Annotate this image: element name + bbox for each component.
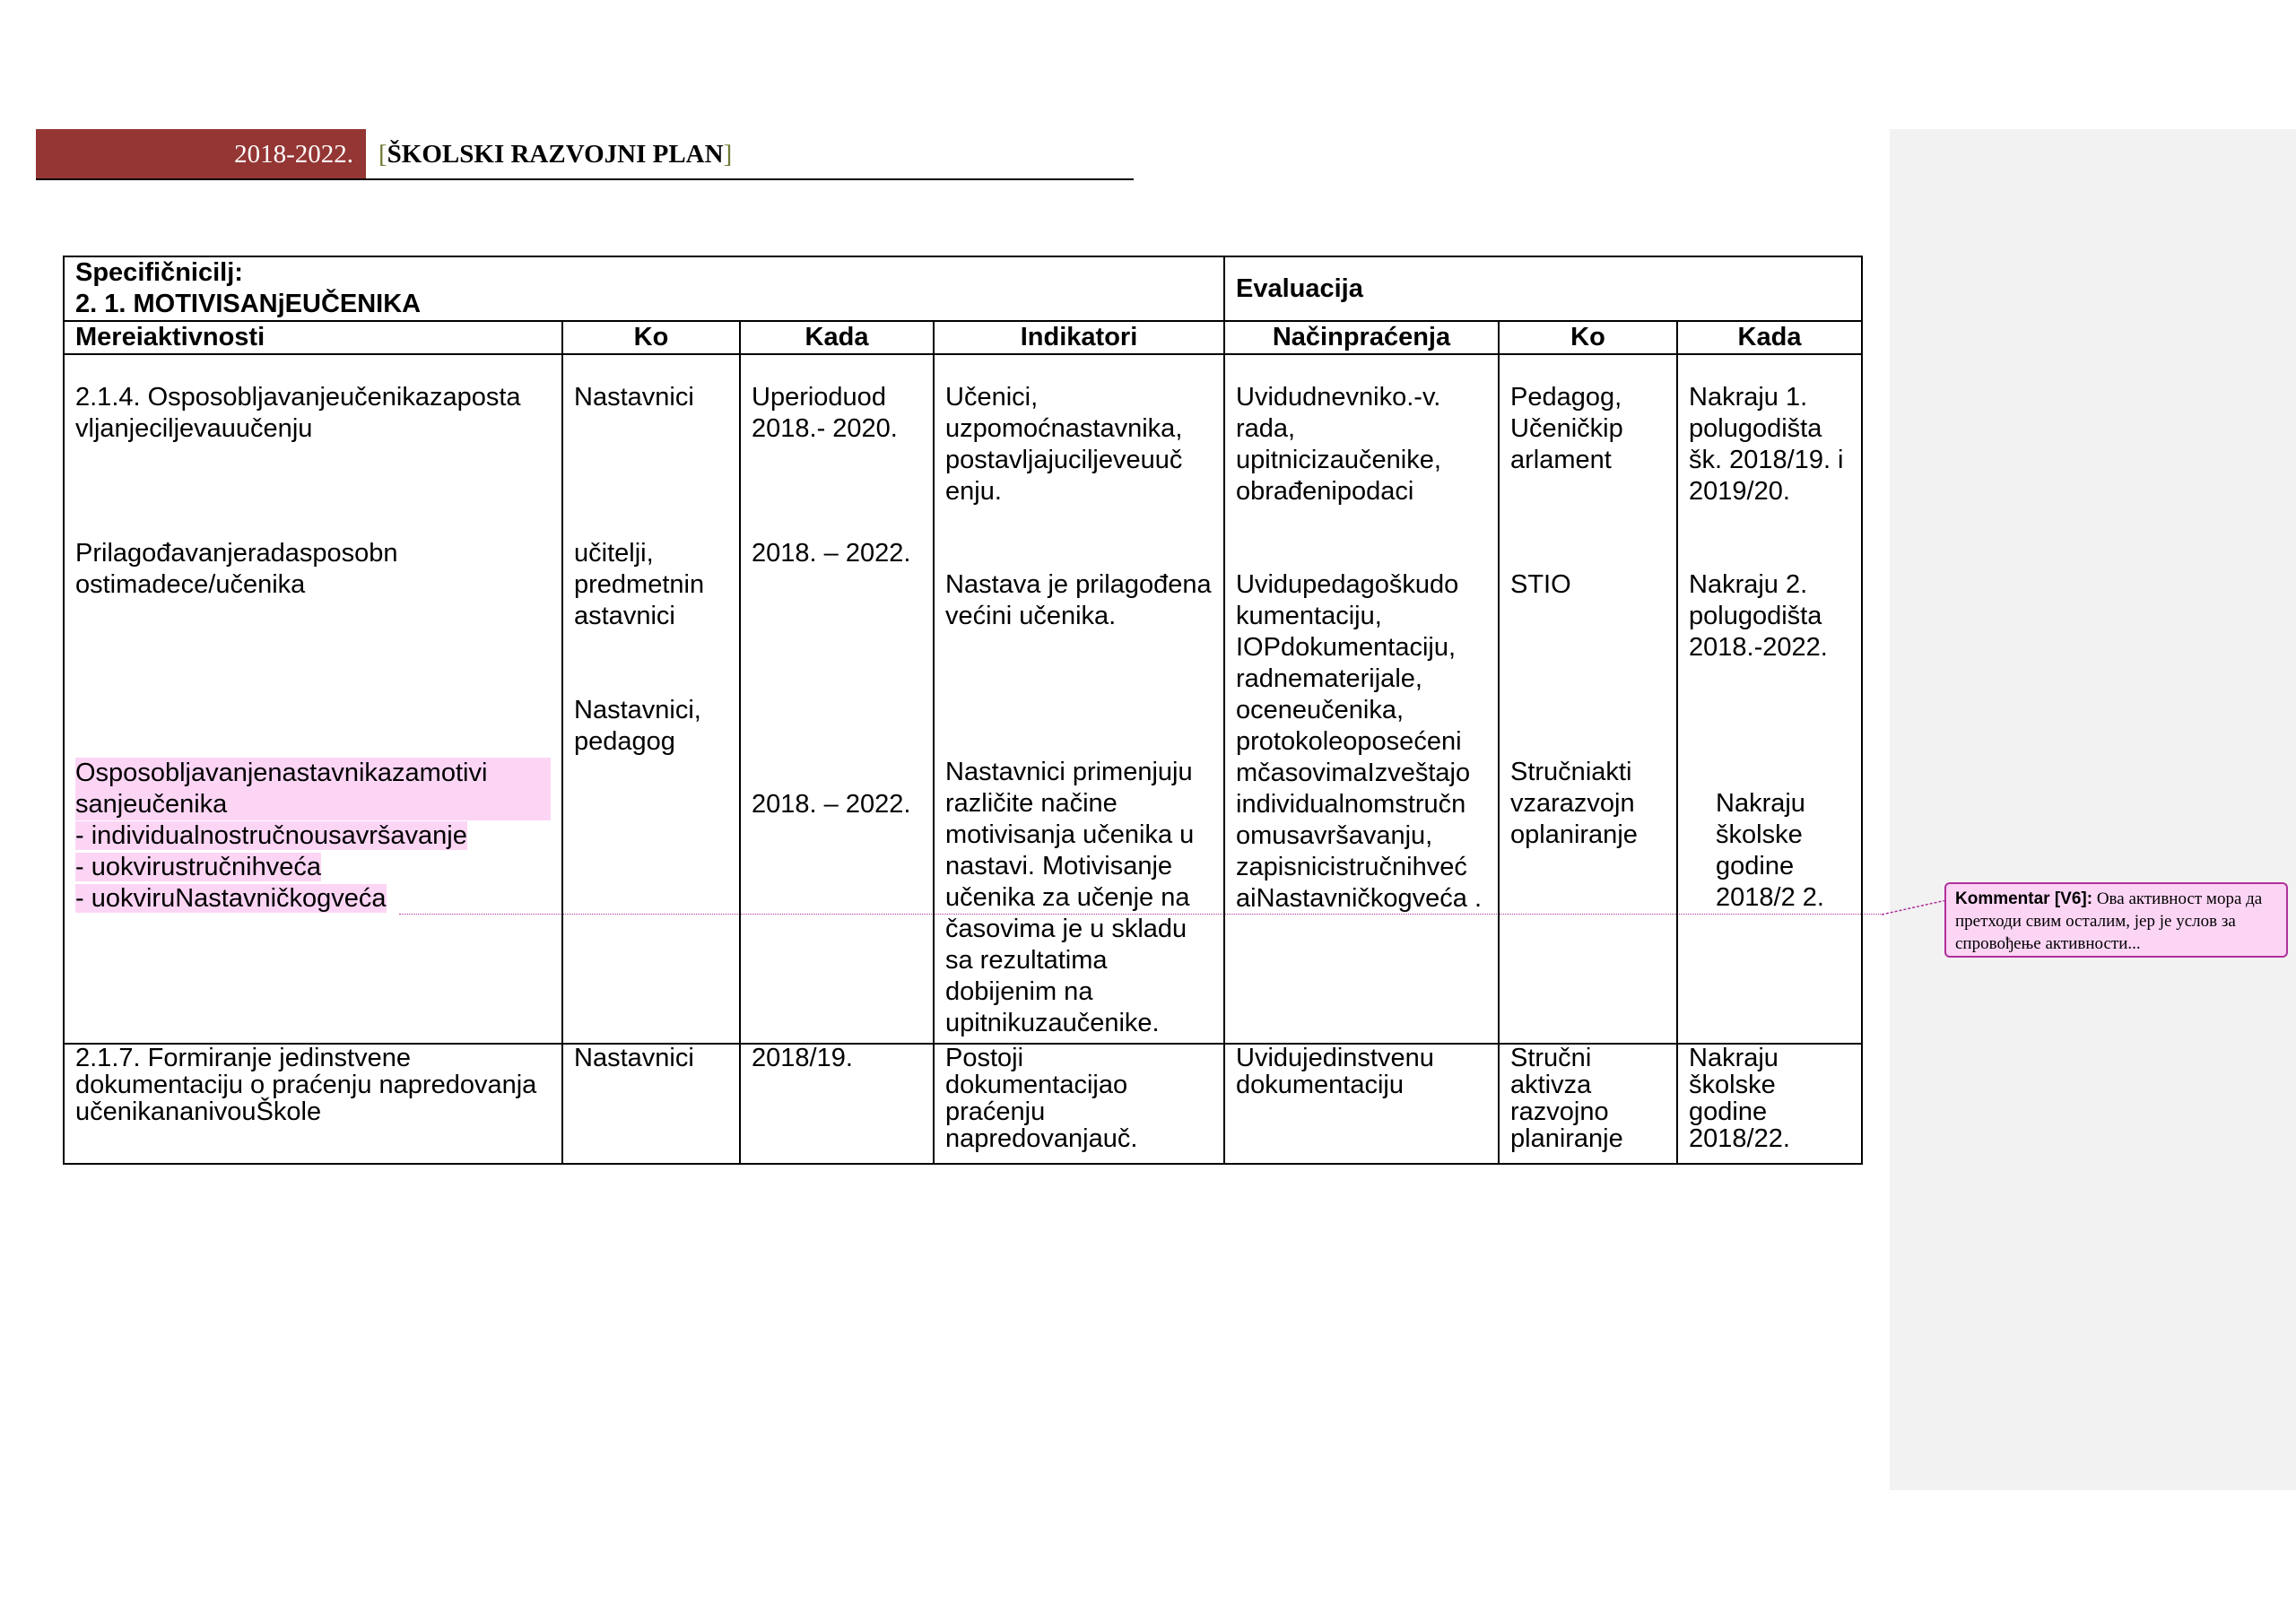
plan-table: [63, 256, 1863, 1165]
indicator-2: Nastava je prilagođena većini učenika.: [945, 570, 1212, 630]
goal-title: 2. 1. MOTIVISANjEUČENIKA: [75, 290, 422, 318]
when-1: Uperioduod 2018.- 2020.: [752, 383, 898, 443]
who-cell: [562, 354, 740, 1044]
col-activities: Mereiaktivnosti: [64, 321, 562, 354]
col-eval-when: Kada: [1677, 321, 1862, 354]
col-who: Ko: [562, 321, 740, 354]
eval-who-2: STIO: [1510, 570, 1571, 599]
col-indicators: Indikatori: [934, 321, 1224, 354]
activities-cell: [64, 354, 562, 1044]
evaluation-header: Evaluacija: [1224, 256, 1862, 321]
method-cell: [1224, 354, 1499, 1044]
header-title: [378, 134, 732, 174]
comment-label: Kommentar [V6]:: [1955, 889, 2093, 908]
header-year: 2018-2022.: [36, 129, 366, 179]
method-1: Uvidudnevniko.-v. rada, upitnicizaučenike, obrađenipodaci: [1236, 383, 1441, 506]
goal-label: Specifičnicilj:: [75, 258, 243, 287]
eval-when-2: Nakraju 2. polugodišta 2018.-2022.: [1689, 570, 1828, 662]
activity-2-1-4: 2.1.4. Osposobljavanjeučenikazaposta vljanjeciljevauučenju: [75, 383, 521, 443]
activity-item: - individualnostručnousavršavanje: [75, 821, 467, 850]
activity-2-1-7: 2.1.7. Formiranje jedinstvene dokumentaciju o praćenju napredovanja učenikananivouŠkole: [64, 1044, 562, 1164]
when-2-1-7: 2018/19.: [740, 1044, 934, 1164]
indicator-2-1-7: Postoji dokumentacijao praćenju napredovanjauč.: [934, 1044, 1224, 1164]
title-bracket-open: [: [378, 140, 387, 169]
activity-teacher-training: Osposobljavanjenastavnikazamotivi sanjeučenika: [75, 758, 551, 820]
eval-when-cell: [1677, 354, 1862, 1044]
comment-balloon[interactable]: [1944, 882, 2288, 958]
activity-adaptation: Prilagođavanjeradasposobn ostimadece/učenika: [75, 539, 398, 599]
header-rule: [36, 178, 1134, 180]
table-row: [64, 354, 1862, 1044]
comment-margin: [1890, 129, 2296, 1490]
col-method: Načinpraćenja: [1224, 321, 1499, 354]
title-bracket-close: ]: [723, 140, 733, 169]
when-2: 2018. – 2022.: [752, 539, 911, 568]
method-2: Uvidupedagoškudo kumentaciju, IOPdokumentaciju, radnematerijale, oceneučenika, protokoleoposećeni mčasovimaIzveštajo individualnomstručn omusavršavanju, zapisnicistručnihveć aiNastavničkogveća .: [1236, 570, 1483, 913]
indicator-1: Učenici, uzpomoćnastavnika, postavljajuciljeveuuč enju.: [945, 383, 1183, 506]
who-2: učitelji, predmetnin astavnici: [574, 539, 705, 630]
activity-item: - uokvirustručnihveća: [75, 853, 321, 881]
who-3: Nastavnici, pedagog: [574, 696, 701, 756]
when-cell: [740, 354, 934, 1044]
comment-text: Ова активност мора да претходи свим осталим, јер је услов за спровођење активности...: [1955, 889, 2263, 953]
when-3: 2018. – 2022.: [752, 790, 911, 819]
eval-when-1: Nakraju 1. polugodišta šk. 2018/19. i 2019/20.: [1689, 383, 1844, 506]
who-1: Nastavnici: [574, 383, 694, 412]
method-2-1-7: Uvidujedinstvenu dokumentaciju: [1224, 1044, 1499, 1164]
goal-cell: [64, 256, 1224, 321]
who-2-1-7: Nastavnici: [562, 1044, 740, 1164]
eval-who-1: Pedagog, Učeničkip arlament: [1510, 383, 1623, 474]
eval-when-2-1-7: Nakraju školske godine 2018/22.: [1677, 1044, 1862, 1164]
col-when: Kada: [740, 321, 934, 354]
indicators-cell: [934, 354, 1224, 1044]
title-text: ŠKOLSKI RAZVOJNI PLAN: [387, 140, 724, 169]
comment-connector: [1882, 900, 1946, 918]
activity-item: - uokviruNastavničkogveća: [75, 884, 387, 913]
eval-who-2-1-7: Stručni aktivza razvojno planiranje: [1499, 1044, 1677, 1164]
indicator-3: Nastavnici primenjuju različite načine motivisanja učenika u nastavi. Motivisanje učenika za učenje na časovima je u skladu sa rezultatima dobijenim na upitnikuzaučenike.: [945, 758, 1195, 1037]
col-eval-who: Ko: [1499, 321, 1677, 354]
eval-when-3: Nakraju školske godine 2018/2 2.: [1716, 789, 1824, 912]
eval-who-cell: [1499, 354, 1677, 1044]
eval-who-3: Stručniakti vzarazvojn oplaniranje: [1510, 758, 1638, 849]
table-row: [64, 1044, 1862, 1164]
